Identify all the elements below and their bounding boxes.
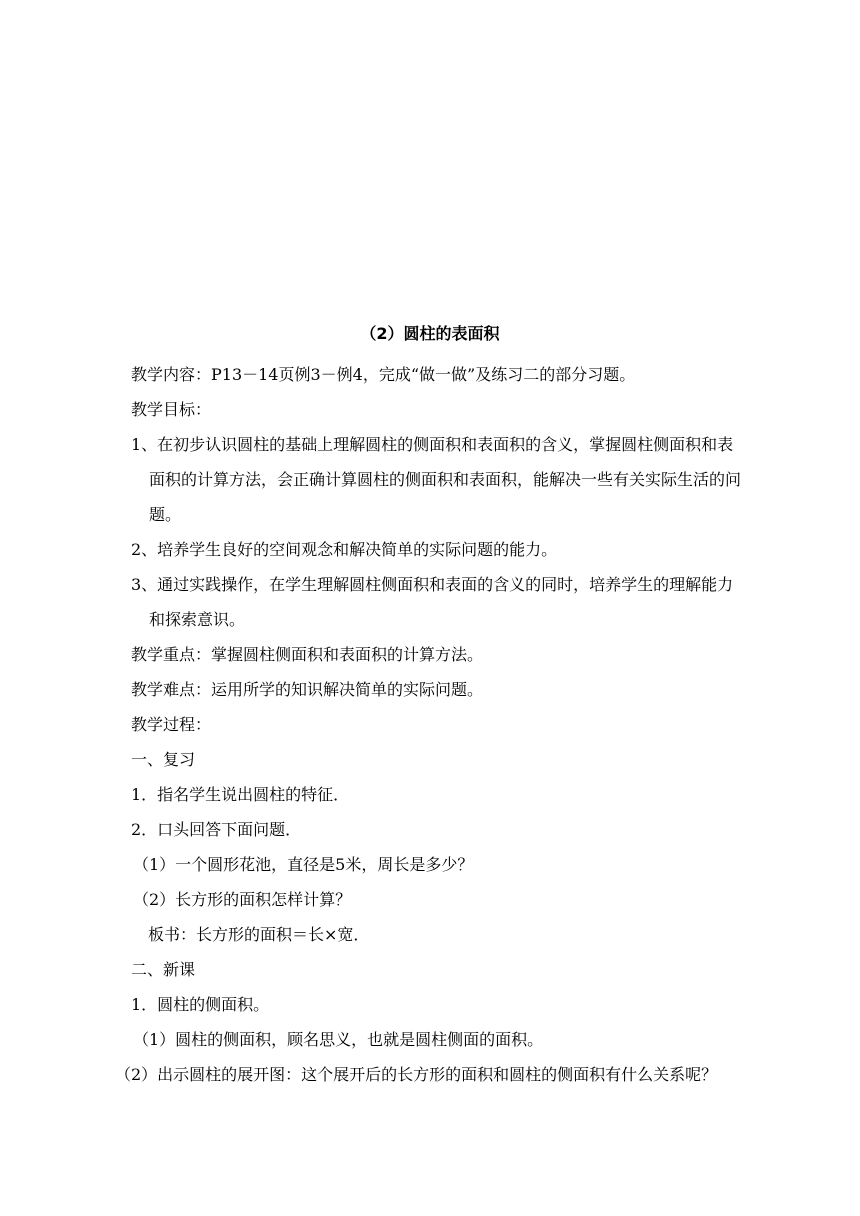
teaching-difficulty: 教学难点：运用所学的知识解决简单的实际问题。 [131, 680, 484, 699]
board-note: 板书：长方形的面积＝长×宽． [148, 925, 370, 944]
review-question-2: （2）长方形的面积怎样计算？ [133, 890, 352, 909]
goal-item-2: 2、培养学生良好的空间观念和解决简单的实际问题的能力。 [131, 540, 558, 559]
teaching-content: 教学内容：P13－14页例3－例4，完成“做一做”及练习二的部分习题。 [131, 365, 636, 384]
section-review-heading: 一、复习 [131, 750, 196, 769]
teaching-goals-heading: 教学目标： [131, 400, 212, 419]
new-lesson-point-2: （2）出示圆柱的展开图：这个展开后的长方形的面积和圆柱的侧面积有什么关系呢？ [115, 1065, 718, 1084]
new-lesson-item-1: 1．圆柱的侧面积。 [131, 995, 270, 1014]
document-body [115, 357, 742, 1092]
section-new-lesson-heading: 二、新课 [131, 960, 196, 979]
goal-item-1: 1、在初步认识圆柱的基础上理解圆柱的侧面积和表面积的含义，掌握圆柱侧面积和表面积的计算方法，会正确计算圆柱的侧面积和表面积，能解决一些有关实际生活的问题。 [131, 435, 742, 524]
teaching-key-point: 教学重点：掌握圆柱侧面积和表面积的计算方法。 [131, 645, 484, 664]
new-lesson-point-1: （1）圆柱的侧面积，顾名思义，也就是圆柱侧面的面积。 [133, 1030, 544, 1049]
goal-item-3: 3、通过实践操作，在学生理解圆柱侧面积和表面的含义的同时，培养学生的理解能力和探索意识。 [131, 575, 734, 629]
document-title: （2）圆柱的表面积 [360, 324, 500, 343]
teaching-process-heading: 教学过程： [131, 715, 212, 734]
review-item-2: 2．口头回答下面问题． [131, 820, 302, 839]
review-question-1: （1）一个圆形花池，直径是5米，周长是多少？ [133, 855, 474, 874]
review-item-1: 1．指名学生说出圆柱的特征． [131, 785, 350, 804]
